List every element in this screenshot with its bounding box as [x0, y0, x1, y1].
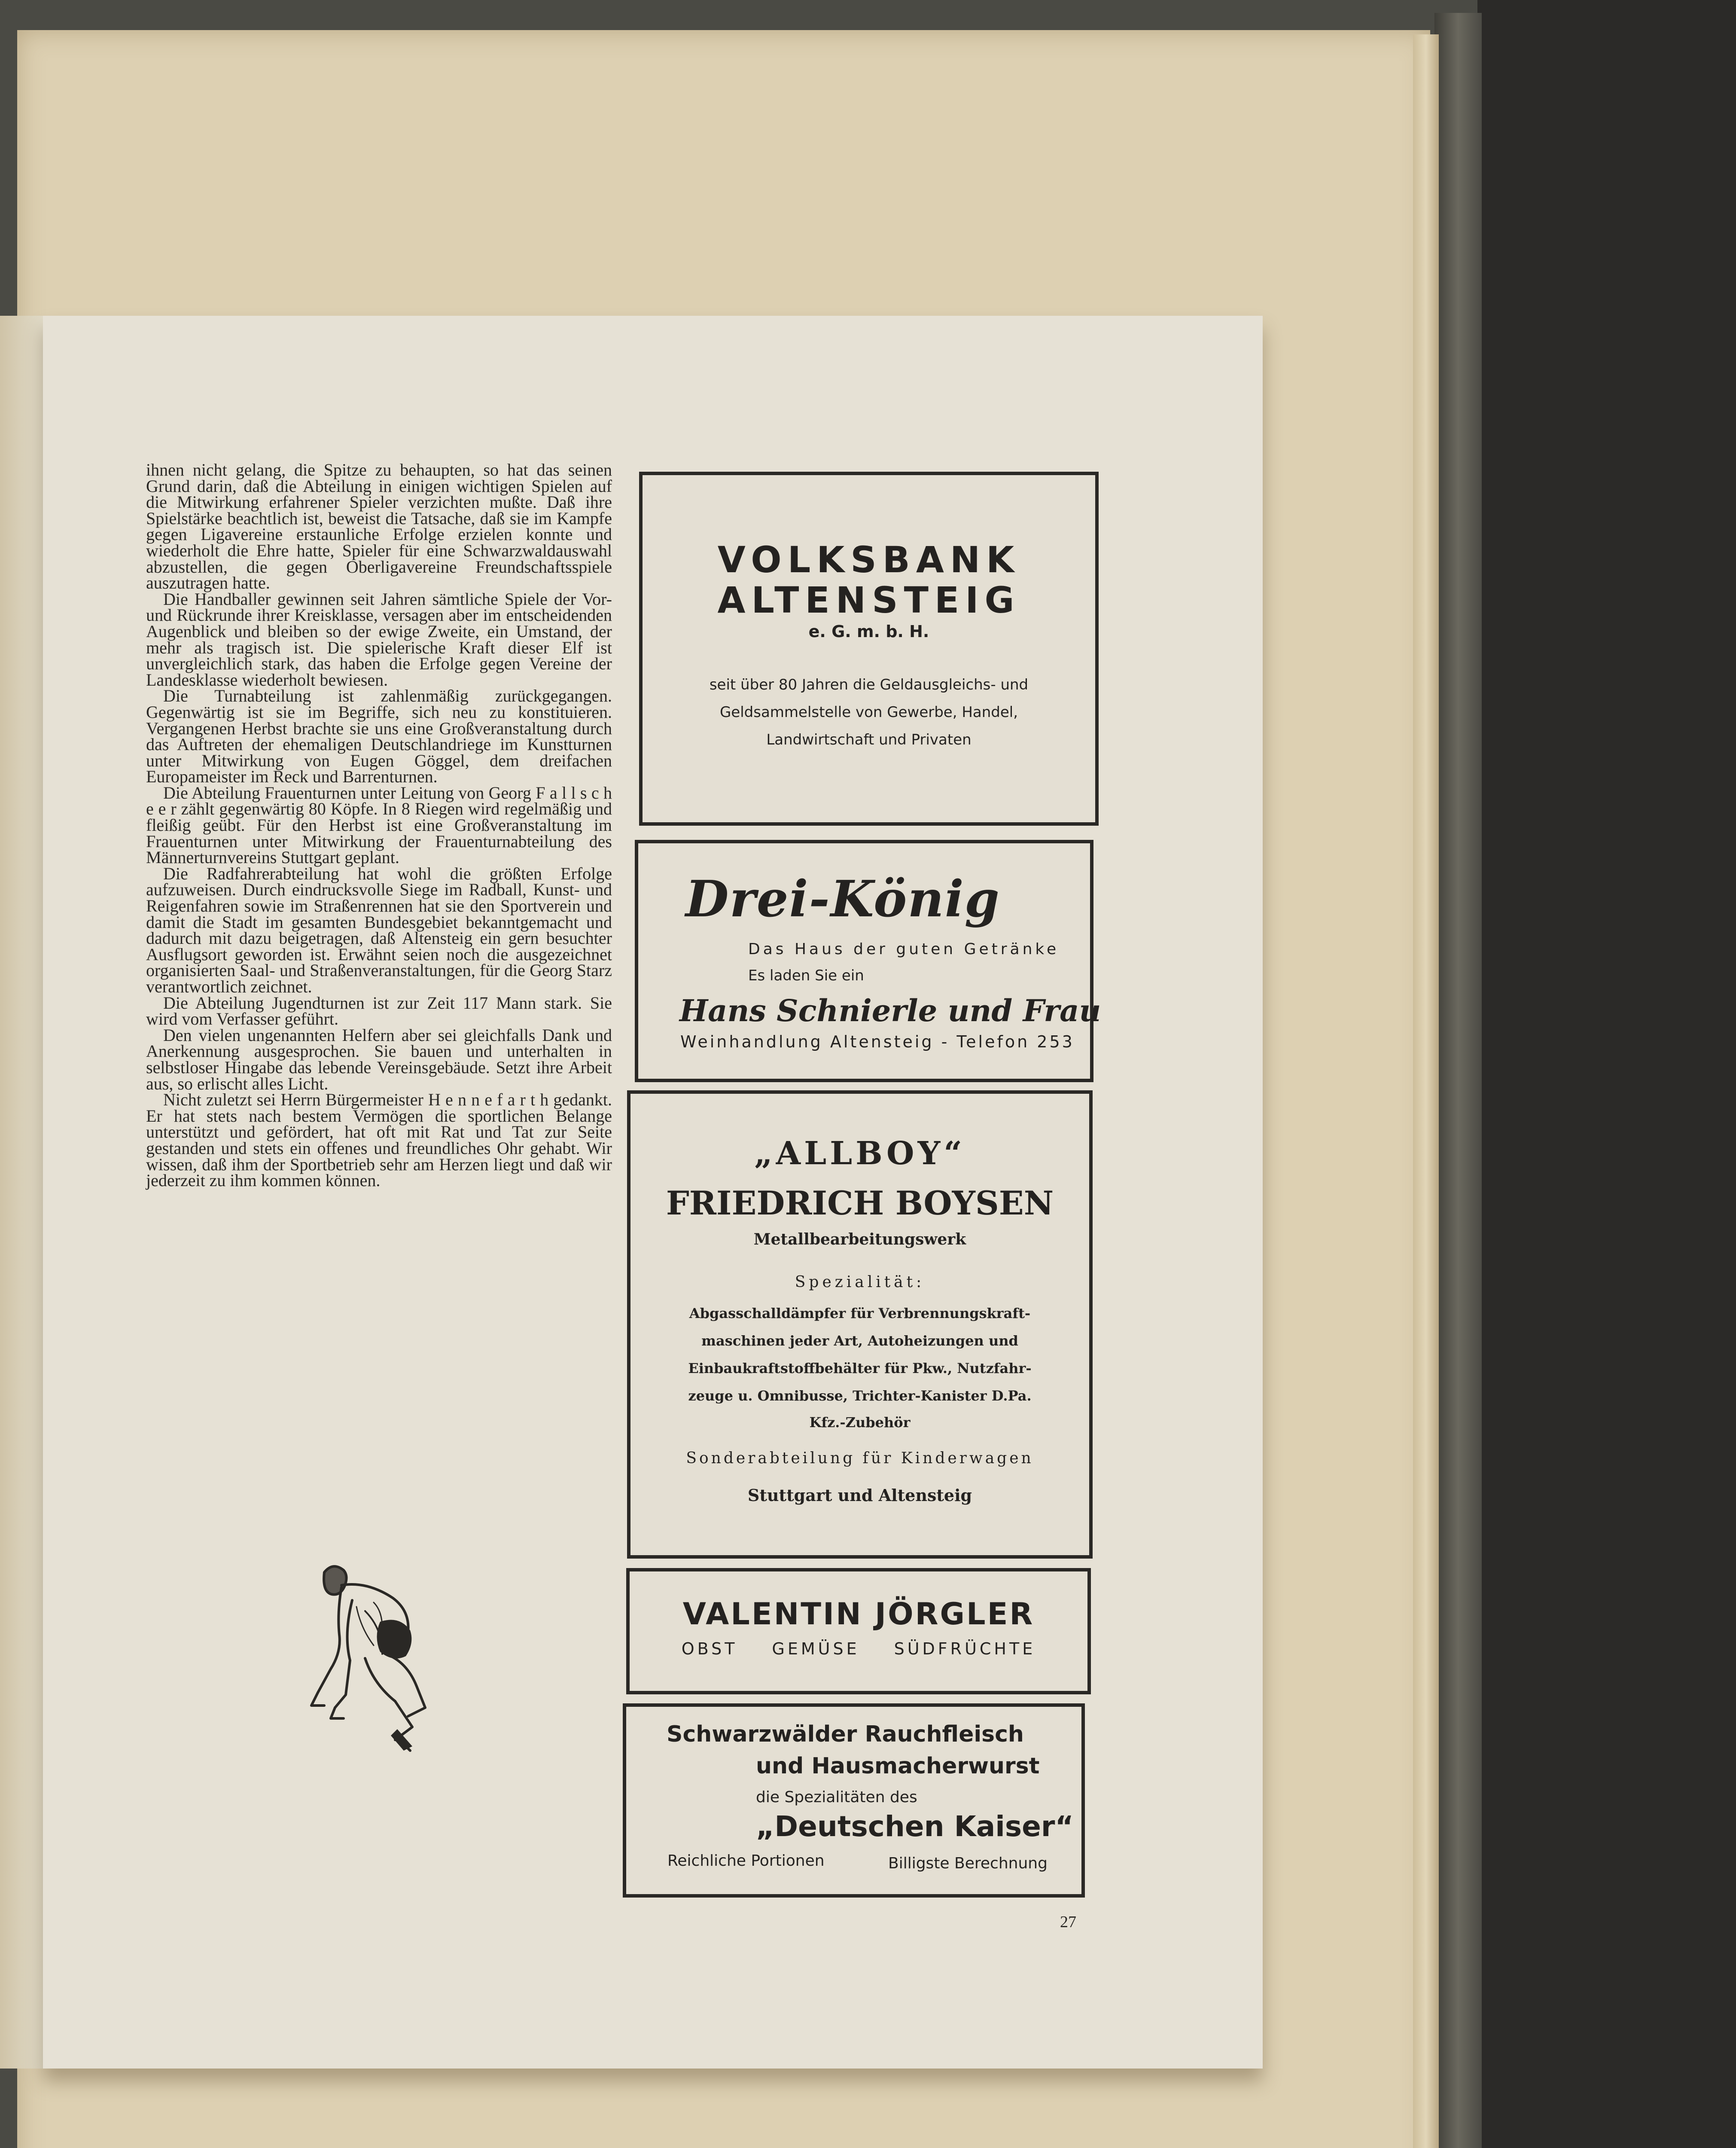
deutscher-kaiser-ad	[623, 1703, 1085, 1898]
article-paragraph: Die Turnabteilung ist zahlenmäßig zurückgegangen. Gegenwärtig ist sie im Begriffe, sich neu zu konstituieren. Vergangenen Herbst brachte sie uns eine Großveranstaltung durch das Auftreten der ehemaligen Deutschlandriege im Kunstturnen unter Mitwirkung von Eugen Göggel, dem dreifachen Europameister im Reck und Barrenturnen.	[146, 686, 612, 787]
joergler-goods-fruit: OBST	[681, 1639, 738, 1658]
drei-koenig-invite: Es laden Sie ein	[748, 967, 864, 984]
allboy-locations: Stuttgart und Altensteig	[747, 1486, 972, 1505]
volksbank-text-2: Geldsammelstelle von Gewerbe, Handel,	[719, 704, 1018, 721]
volksbank-text-3: Landwirtschaft und Privaten	[766, 731, 972, 748]
allboy-company-name: FRIEDRICH BOYSEN	[666, 1184, 1054, 1222]
kaiser-line-3: die Spezialitäten des	[756, 1788, 917, 1806]
drei-koenig-footer: Weinhandlung Altensteig - Telefon 253	[680, 1032, 1075, 1051]
sprinter-illustration	[301, 1559, 447, 1757]
volksbank-legal-form: e. G. m. b. H.	[808, 622, 929, 641]
article-paragraph: ihnen nicht gelang, die Spitze zu behaupten, so hat das seinen Grund darin, daß die Abteilung in einigen wichtigen Spielen auf die Mitwirkung erfahrener Spieler verzichten mußte. Daß ihre Spielstärke beachtlich ist, beweist die Tatsache, daß sie im Kampfe gegen Ligavereine erstaunliche Erfolge erzielen konnte und wiederholt die Ehre hatte, Spieler für eine Schwarzwaldauswahl abzustellen, die gegen Oberligavereine Freundschaftsspiele auszutragen hatte.	[146, 460, 612, 593]
kaiser-line-2: und Hausmacherwurst	[756, 1753, 1040, 1779]
page-number: 27	[1060, 1913, 1076, 1931]
drei-koenig-tagline: Das Haus der guten Getränke	[748, 940, 1060, 958]
drei-koenig-owners: Hans Schnierle und Frau	[679, 993, 1101, 1028]
allboy-specialty-5: Kfz.-Zubehör	[809, 1414, 911, 1431]
allboy-subtitle: Metallbearbeitungswerk	[753, 1230, 966, 1248]
article-paragraph: Nicht zuletzt sei Herrn Bürgermeister H e n n e f a r t h gedankt. Er hat stets nach bestem Vermögen die sportlichen Belange unterstützt und gefördert, hat oft mit Rat und Tat zur Seite gestanden und stets ein offenes und freundliches Ohr gehabt. Wir wissen, daß ihm der Sportbetrieb sehr am Herzen liegt und daß wir jederzeit zu ihm kommen können.	[146, 1090, 612, 1190]
kaiser-restaurant-name: „Deutschen Kaiser“	[756, 1810, 1074, 1843]
page-stack-edge	[1413, 34, 1439, 2148]
joergler-goods-vegetables: GEMÜSE	[772, 1639, 860, 1658]
article-paragraph: Den vielen ungenannten Helfern aber sei gleichfalls Dank und Anerkennung ausgesprochen. Sie bauen und unterhalten in selbstloser Hingabe das lebende Vereinsgebäude. Setzt ihre Arbeit aus, so erlischt alles Licht.	[146, 1025, 612, 1093]
joergler-ad	[626, 1568, 1091, 1694]
drei-koenig-ad	[635, 840, 1101, 1082]
article-paragraph: Die Handballer gewinnen seit Jahren sämtliche Spiele der Vor- und Rückrunde ihrer Kreisklasse, versagen aber im entscheidenden Augenblick und bleiben so der ewige Zweite, ein Umstand, der mehr als tragisch ist. Die spielerische Kraft dieser Elf ist unvergleichlich stark, das haben die Erfolge gegen Vereine der Landesklasse wiederholt bewiesen.	[146, 589, 612, 690]
allboy-specialty-3: Einbaukraftstoffbehälter für Pkw., Nutzfahr-	[688, 1360, 1032, 1376]
previous-page-edge	[0, 316, 43, 2069]
allboy-specialty-4: zeuge u. Omnibusse, Trichter-Kanister D.Pa.	[688, 1388, 1032, 1404]
allboy-ad	[627, 1090, 1093, 1559]
drei-koenig-title: Drei-König	[685, 870, 1000, 928]
binder-spine-edge	[1434, 13, 1482, 2148]
kaiser-portions: Reichliche Portionen	[667, 1852, 825, 1870]
article-paragraph: Die Abteilung Jugendturnen ist zur Zeit 117 Mann stark. Sie wird vom Verfasser geführt.	[146, 993, 612, 1029]
joergler-goods	[630, 1639, 1087, 1658]
volksbank-town: ALTENSTEIG	[717, 579, 1020, 621]
volksbank-name: VOLKSBANK	[717, 539, 1020, 581]
allboy-specialty-label: Spezialität:	[795, 1273, 925, 1291]
kaiser-line-1: Schwarzwälder Rauchfleisch	[667, 1721, 1024, 1747]
article-column	[146, 462, 612, 1189]
article-paragraph: Die Radfahrerabteilung hat wohl die größten Erfolge aufzuweisen. Durch eindrucksvolle Siege im Radball, Kunst- und Reigenfahren sowie im Straßenrennen hat sie den Sportverein und damit die Stadt im gesamten Bundesgebiet bekanntgemacht und dadurch mit dazu beigetragen, daß Altensteig ein gern besuchter Ausflugsort geworden ist. Erwähnt seien noch die ausgezeichnet organisierten Saal- und Straßenveranstaltungen, für die Georg Starz verantwortlich zeichnet.	[146, 863, 612, 996]
allboy-specialty-2: maschinen jeder Art, Autoheizungen und	[701, 1333, 1018, 1349]
volksbank-ad	[639, 472, 1099, 826]
allboy-department: Sonderabteilung für Kinderwagen	[686, 1449, 1034, 1467]
allboy-brand: „ALLBOY“	[754, 1135, 965, 1172]
joergler-goods-southern-fruits: SÜDFRÜCHTE	[894, 1639, 1036, 1658]
allboy-specialty-1: Abgasschalldämpfer für Verbrennungskraft-	[689, 1305, 1031, 1321]
kaiser-prices: Billigste Berechnung	[888, 1855, 1048, 1872]
article-paragraph: Die Abteilung Frauenturnen unter Leitung von Georg F a l l s c h e e r zählt gegenwärtig 80 Köpfe. In 8 Riegen wird regelmäßig und fleißig geübt. Für den Herbst ist eine Großveranstaltung im Frauenturnen unter Mitwirkung der Frauenturnabteilung des Männerturnvereins Stuttgart geplant.	[146, 783, 612, 867]
volksbank-text-1: seit über 80 Jahren die Geldausgleichs- und	[709, 676, 1029, 693]
joergler-name: VALENTIN JÖRGLER	[682, 1596, 1035, 1632]
